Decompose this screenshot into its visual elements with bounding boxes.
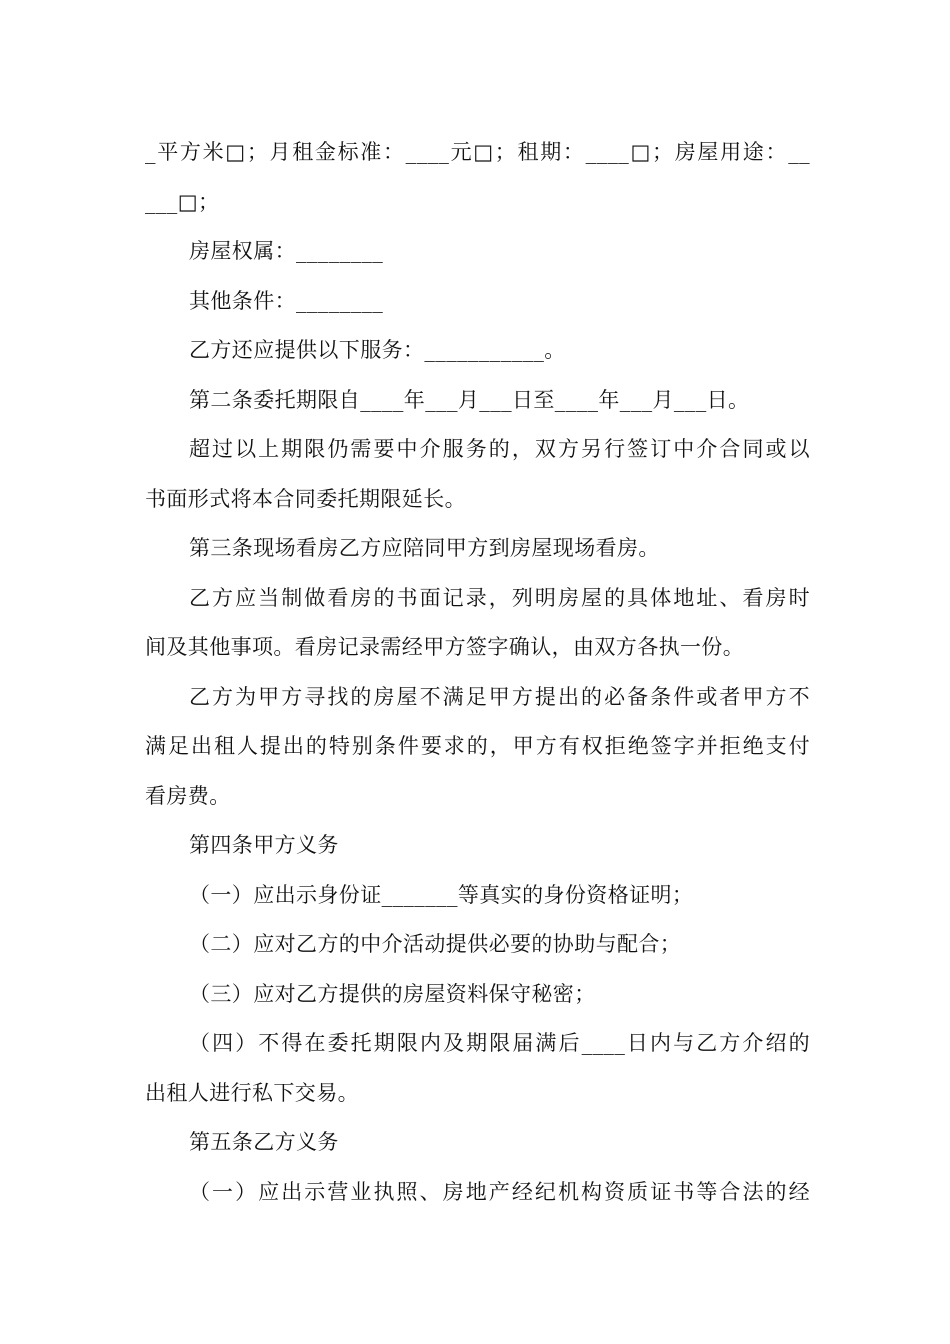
paragraph-line: 乙方应当制做看房的书面记录，列明房屋的具体地址、看房时 <box>189 585 810 610</box>
article-5-heading: 第五条乙方义务 <box>189 1130 339 1154</box>
article-3-heading: 第三条现场看房乙方应陪同甲方到房屋现场看房。 <box>189 536 660 560</box>
obligation-item: （四）不得在委托期限内及期限届满后____日内与乙方介绍的 <box>189 1031 810 1055</box>
obligation-item: （一）应出示身份证_______等真实的身份资格证明； <box>189 882 694 907</box>
rental-terms-continuation: ___□； <box>145 189 220 214</box>
obligation-item: （一）应出示营业执照、房地产经纪机构资质证书等合法的经 <box>189 1179 810 1204</box>
obligation-item: （二）应对乙方的中介活动提供必要的协助与配合； <box>189 932 682 956</box>
rental-terms-line: _平方米□；月租金标准：____元□；租期：____□；房屋用途：__ <box>145 140 810 164</box>
article-4-heading: 第四条甲方义务 <box>189 833 339 857</box>
paragraph-line: 书面形式将本合同委托期限延长。 <box>145 486 466 511</box>
article-2-heading: 第二条委托期限自____年___月___日至____年___月___日。 <box>189 387 750 412</box>
document-page <box>145 128 810 1217</box>
other-conditions-line: 其他条件：________ <box>189 288 384 313</box>
paragraph-line: 超过以上期限仍需要中介服务的，双方另行签订中介合同或以 <box>189 437 810 461</box>
paragraph-line: 满足出租人提出的特别条件要求的，甲方有权拒绝签字并拒绝支付 <box>145 734 810 758</box>
obligation-item-continuation: 出租人进行私下交易。 <box>145 1080 359 1105</box>
obligation-item: （三）应对乙方提供的房屋资料保守秘密； <box>189 981 596 1006</box>
paragraph-line: 乙方为甲方寻找的房屋不满足甲方提出的必备条件或者甲方不 <box>189 684 810 709</box>
paragraph-line: 看房费。 <box>145 783 231 808</box>
ownership-line: 房屋权属：________ <box>189 239 384 263</box>
extra-services-line: 乙方还应提供以下服务：___________。 <box>189 338 566 362</box>
paragraph-line: 间及其他事项。看房记录需经甲方签字确认，由双方各执一份。 <box>145 635 745 659</box>
